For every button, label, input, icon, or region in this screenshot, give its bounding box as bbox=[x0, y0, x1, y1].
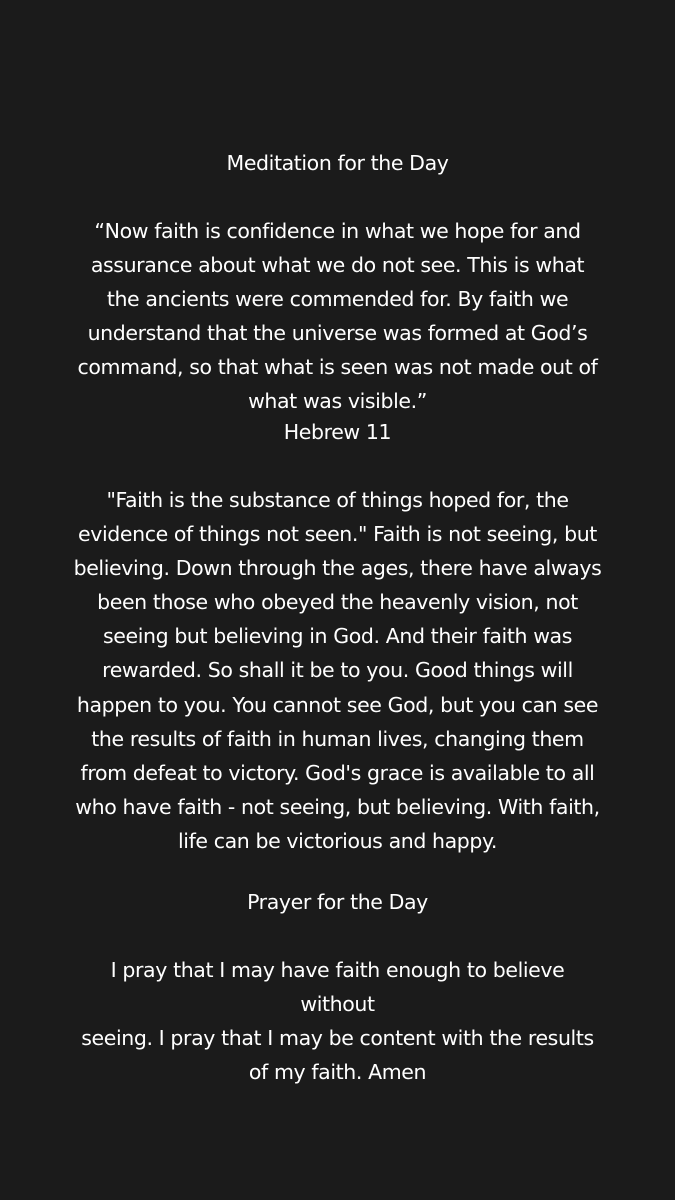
prayer-heading: Prayer for the Day bbox=[247, 890, 428, 914]
meditation-heading: Meditation for the Day bbox=[226, 151, 449, 175]
scripture-reference: Hebrew 11 bbox=[283, 420, 392, 444]
prayer-text: I pray that I may have faith enough to believe without seeing. I pray that I may be content with the results of my faith. Amen bbox=[81, 958, 594, 1085]
scripture-verse: “Now faith is confidence in what we hope for and assurance about what we do not see. This is what the ancients were commended for. By faith we understand that the universe was formed at God’s command, so that what is seen was not made out of what was visible.” bbox=[77, 219, 598, 414]
meditation-reflection: "Faith is the substance of things hoped for, the evidence of things not seen." Faith is not seeing, but believing. Down through the ages, there have always been those who obeyed the heavenly vision, not seeing but believing in God. And their faith was rewarded. So shall it be to you. Good things will happen to you. You cannot see God, but you can see the results of faith in human lives, changing them from defeat to victory. God's grace is available to all who have faith - not seeing, but believing. With faith, life can be victorious and happy. bbox=[73, 488, 602, 853]
